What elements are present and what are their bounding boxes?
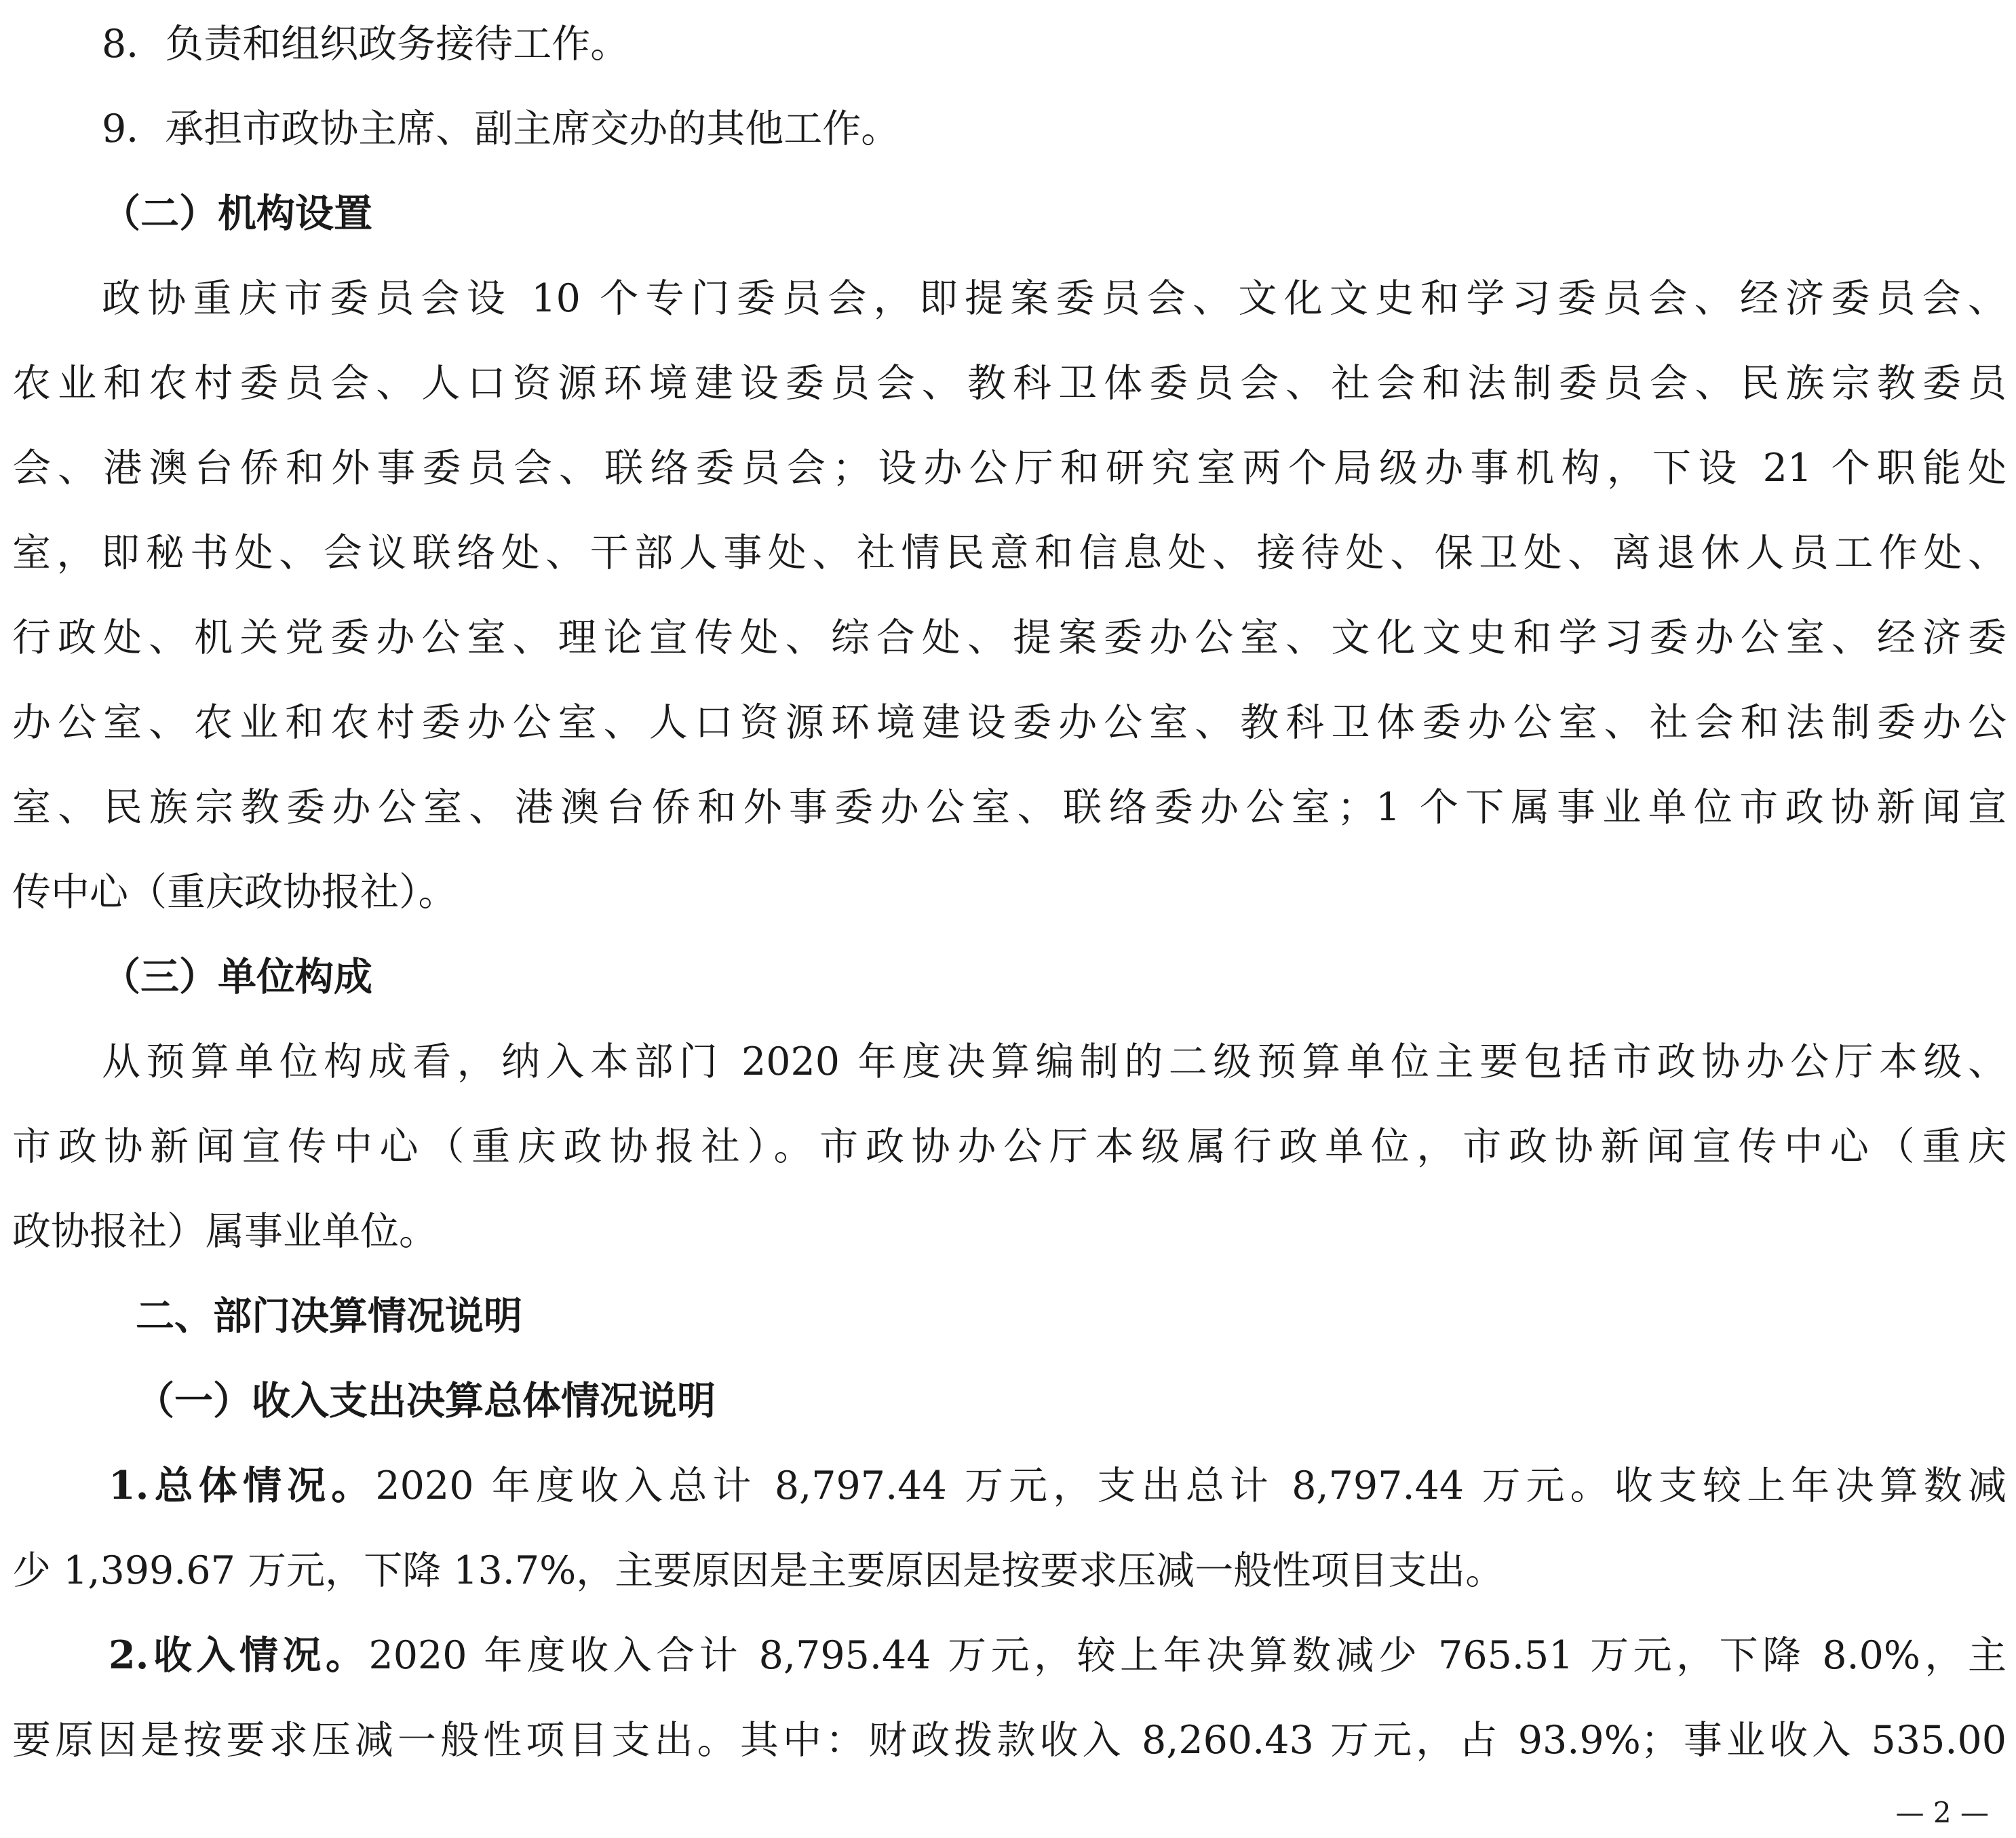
part-heading: 二、部门决算情况说明	[136, 1293, 522, 1339]
paragraph-line: 政协报社）属事业单位。	[12, 1209, 438, 1254]
inline-label: 2.收入情况。	[109, 1632, 369, 1678]
section-heading: （三）单位构成	[102, 954, 372, 999]
paragraph-line: 农业和农村委员会、人口资源环境建设委员会、教科卫体委员会、社会和法制委员会、民族宗教委员	[12, 361, 2007, 406]
inline-label: 1.总体情况。	[109, 1463, 376, 1508]
paragraph-line: 要原因是按要求压减一般性项目支出。其中：财政拨款收入 8,260.43 万元，占 93.9%；事业收入 535.00	[12, 1718, 2007, 1763]
paragraph-line: 从预算单位构成看，纳入本部门 2020 年度决算编制的二级预算单位主要包括市政协办公厅本级、	[102, 1039, 2007, 1084]
inline-text: 2020 年度收入合计 8,795.44 万元，较上年决算数减少 765.51 万元，下降 8.0%，主	[368, 1633, 2007, 1678]
paragraph-line: 市政协新闻宣传中心（重庆政协报社）。市政协办公厅本级属行政单位，市政协新闻宣传中心（重庆	[12, 1124, 2007, 1169]
section-heading: （二）机构设置	[102, 191, 372, 236]
paragraph-line: 行政处、机关党委办公室、理论宣传处、综合处、提案委办公室、文化文史和学习委办公室、经济委	[12, 615, 2007, 660]
paragraph-line: 少 1,399.67 万元，下降 13.7%，主要原因是主要原因是按要求压减一般性项目支出。	[12, 1548, 1505, 1593]
page-number: — 2 —	[1895, 1796, 1989, 1829]
inline-text: 2020 年度收入总计 8,797.44 万元，支出总计 8,797.44 万元。收支较上年决算数减	[375, 1463, 2007, 1508]
paragraph-line: 室，即秘书处、会议联络处、干部人事处、社情民意和信息处、接待处、保卫处、离退休人员工作处、	[12, 531, 2007, 575]
sub-heading: （一）收入支出决算总体情况说明	[136, 1378, 716, 1423]
paragraph-line	[109, 1459, 2007, 1513]
paragraph-line: 办公室、农业和农村委办公室、人口资源环境建设委办公室、教科卫体委办公室、社会和法制委办公	[12, 700, 2007, 745]
paragraph-line	[109, 1628, 2007, 1683]
paragraph-line: 室、民族宗教委办公室、港澳台侨和外事委办公室、联络委办公室；1 个下属事业单位市政协新闻宣	[12, 785, 2007, 830]
paragraph-line: 会、港澳台侨和外事委员会、联络委员会；设办公厅和研究室两个局级办事机构，下设 21 个职能处	[12, 446, 2007, 491]
list-item: 9．承担市政协主席、副主席交办的其他工作。	[102, 107, 900, 151]
paragraph-line: 传中心（重庆政协报社）。	[12, 870, 457, 915]
list-item: 8．负责和组织政务接待工作。	[102, 22, 629, 66]
paragraph-line: 政协重庆市委员会设 10 个专门委员会，即提案委员会、文化文史和学习委员会、经济委员会、	[102, 276, 2007, 321]
